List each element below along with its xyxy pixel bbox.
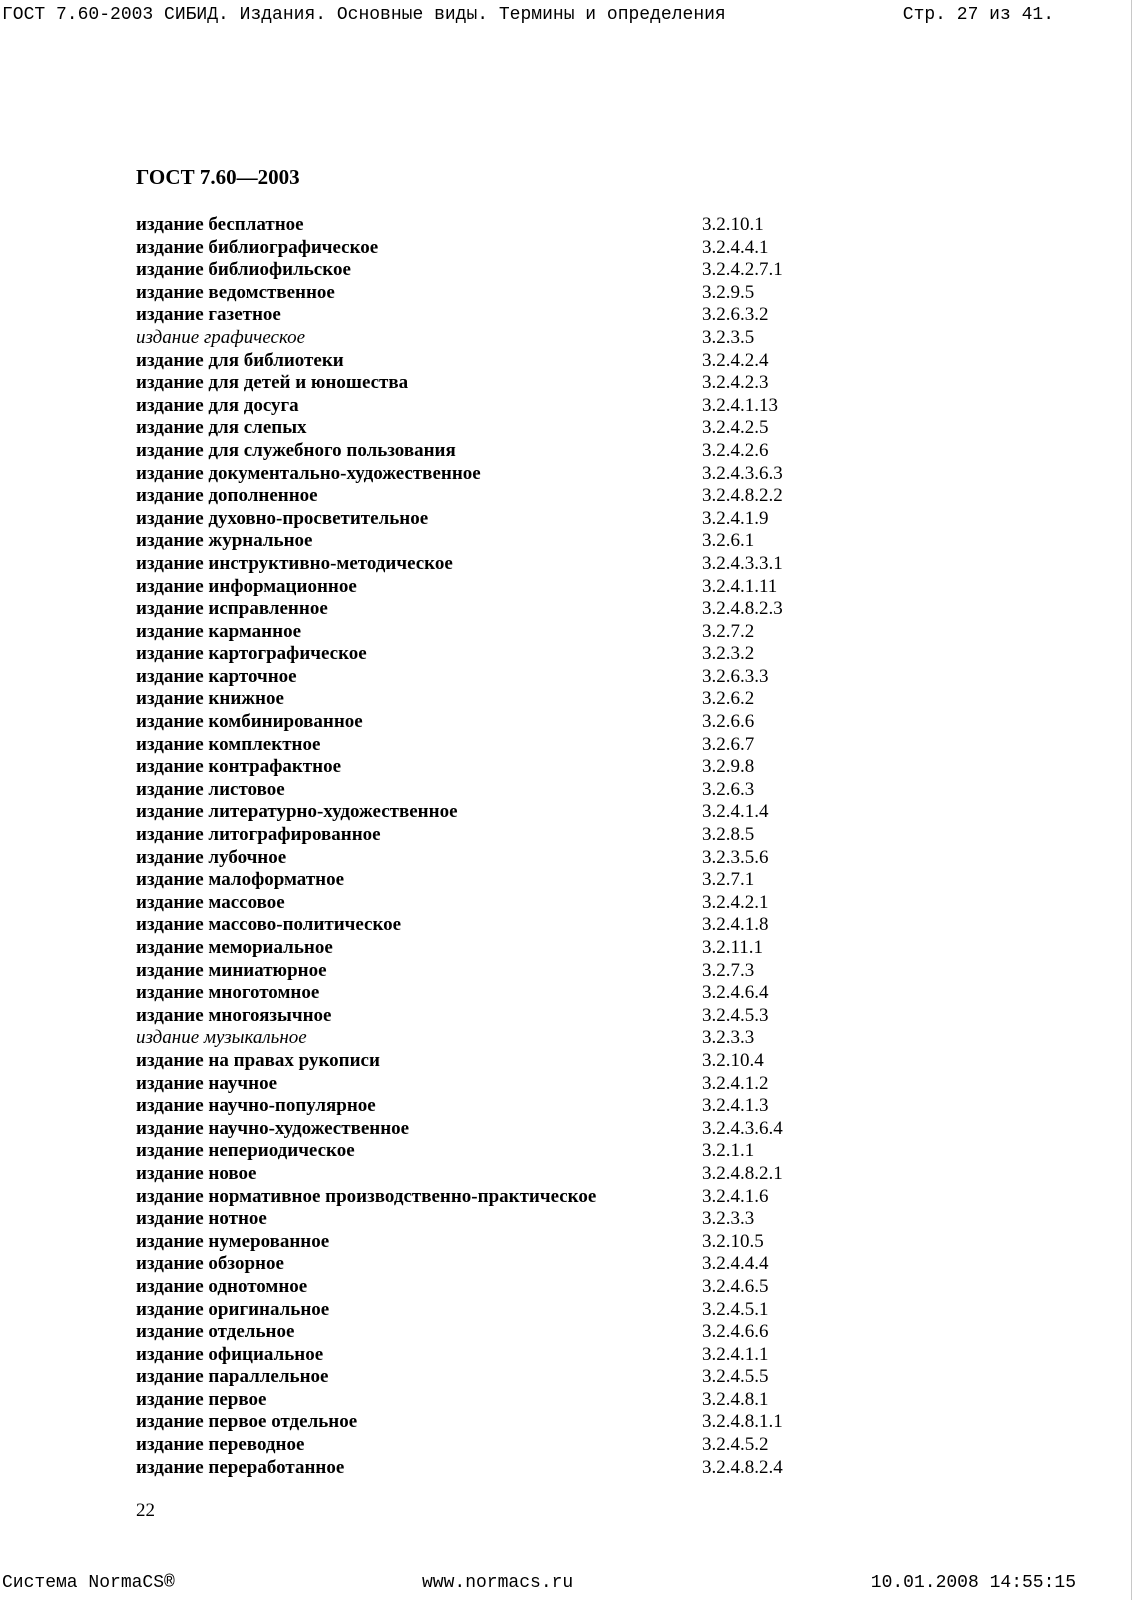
index-term: издание дополненное bbox=[136, 485, 318, 507]
index-term: издание графическое bbox=[136, 326, 306, 348]
index-entry bbox=[136, 1163, 856, 1186]
index-section-ref: 3.2.4.3.6.4 bbox=[702, 1117, 783, 1139]
index-entry bbox=[136, 372, 856, 395]
index-term: издание на правах рукописи bbox=[136, 1049, 380, 1071]
index-section-ref: 3.2.4.3.3.1 bbox=[702, 552, 783, 574]
index-entry bbox=[136, 1231, 856, 1254]
index-section-ref: 3.2.3.5.6 bbox=[702, 846, 769, 868]
index-section-ref: 3.2.6.7 bbox=[702, 733, 755, 755]
index-entry bbox=[136, 960, 856, 983]
index-entry bbox=[136, 1344, 856, 1367]
index-section-ref: 3.2.6.1 bbox=[702, 530, 755, 552]
index-section-ref: 3.2.4.4.1 bbox=[702, 236, 769, 258]
index-term: издание обзорное bbox=[136, 1253, 284, 1275]
index-entry bbox=[136, 1095, 856, 1118]
index-entry bbox=[136, 485, 856, 508]
index-term: издание карточное bbox=[136, 665, 297, 687]
header-page-info: Стр. 27 из 41. bbox=[902, 5, 1054, 25]
header-document-title: ГОСТ 7.60-2003 СИБИД. Издания. Основные виды. Термины и определения bbox=[2, 5, 726, 25]
index-entry bbox=[136, 1186, 856, 1209]
index-entry bbox=[136, 417, 856, 440]
index-section-ref: 3.2.4.1.11 bbox=[702, 575, 778, 597]
index-section-ref: 3.2.4.5.3 bbox=[702, 1004, 769, 1026]
index-term: издание параллельное bbox=[136, 1366, 329, 1388]
index-term: издание контрафактное bbox=[136, 756, 342, 778]
index-entry bbox=[136, 801, 856, 824]
index-section-ref: 3.2.4.2.3 bbox=[702, 372, 769, 394]
index-term: издание ведомственное bbox=[136, 281, 335, 303]
index-section-ref: 3.2.6.3.2 bbox=[702, 304, 769, 326]
index-term: издание непериодическое bbox=[136, 1140, 355, 1162]
index-entry bbox=[136, 237, 856, 260]
index-term: издание литографированное bbox=[136, 824, 381, 846]
index-term: издание однотомное bbox=[136, 1275, 308, 1297]
index-section-ref: 3.2.4.2.7.1 bbox=[702, 259, 783, 281]
index-section-ref: 3.2.4.1.8 bbox=[702, 914, 769, 936]
index-section-ref: 3.2.10.5 bbox=[702, 1230, 764, 1252]
index-term: издание газетное bbox=[136, 304, 281, 326]
index-entry bbox=[136, 1050, 856, 1073]
index-section-ref: 3.2.4.5.5 bbox=[702, 1366, 769, 1388]
index-entry bbox=[136, 282, 856, 305]
index-section-ref: 3.2.4.8.2.2 bbox=[702, 485, 783, 507]
index-entry bbox=[136, 1005, 856, 1028]
index-section-ref: 3.2.4.6.5 bbox=[702, 1275, 769, 1297]
index-term: издание новое bbox=[136, 1162, 257, 1184]
index-term: издание книжное bbox=[136, 688, 284, 710]
index-entry bbox=[136, 688, 856, 711]
index-term: издание информационное bbox=[136, 575, 357, 597]
index-term: издание официальное bbox=[136, 1343, 324, 1365]
index-term: издание для детей и юношества bbox=[136, 372, 409, 394]
index-term: издание библиофильское bbox=[136, 259, 351, 281]
index-section-ref: 3.2.6.6 bbox=[702, 711, 755, 733]
index-section-ref: 3.2.4.1.2 bbox=[702, 1072, 769, 1094]
index-entry bbox=[136, 1366, 856, 1389]
index-entry bbox=[136, 734, 856, 757]
index-entry bbox=[136, 1411, 856, 1434]
index-entry bbox=[136, 304, 856, 327]
index-term: издание мемориальное bbox=[136, 937, 333, 958]
index-section-ref: 3.2.4.1.1 bbox=[702, 1343, 769, 1365]
footer-datetime: 10.01.2008 14:55:15 bbox=[870, 1573, 1076, 1593]
index-section-ref: 3.2.6.2 bbox=[702, 688, 755, 710]
index-section-ref: 3.2.4.8.1 bbox=[702, 1388, 769, 1410]
index-term: издание массовое bbox=[136, 891, 285, 913]
index-section-ref: 3.2.3.3 bbox=[702, 1027, 755, 1049]
footer-system-name: Система NormaCS® bbox=[2, 1573, 175, 1593]
index-entry bbox=[136, 1276, 856, 1299]
index-section-ref: 3.2.4.1.3 bbox=[702, 1095, 769, 1117]
index-term: издание первое отдельное bbox=[136, 1411, 358, 1433]
index-term: издание комплектное bbox=[136, 733, 321, 755]
index-section-ref: 3.2.4.6.4 bbox=[702, 982, 769, 1004]
index-term: издание научное bbox=[136, 1072, 278, 1094]
index-section-ref: 3.2.1.1 bbox=[702, 1140, 755, 1162]
index-section-ref: 3.2.4.2.4 bbox=[702, 349, 769, 371]
index-section-ref: 3.2.3.3 bbox=[702, 1208, 755, 1230]
index-section-ref: 3.2.4.2.5 bbox=[702, 417, 769, 439]
index-term: издание многотомное bbox=[136, 982, 320, 1004]
index-entry bbox=[136, 847, 856, 870]
index-term: издание для досуга bbox=[136, 394, 299, 416]
index-entry bbox=[136, 440, 856, 463]
index-entry bbox=[136, 530, 856, 553]
index-entry bbox=[136, 1140, 856, 1163]
index-term: издание для слепых bbox=[136, 417, 307, 439]
index-entry bbox=[136, 937, 856, 960]
index-entry bbox=[136, 214, 856, 237]
index-term: издание картографическое bbox=[136, 643, 367, 665]
index-section-ref: 3.2.6.3 bbox=[702, 778, 755, 800]
index-entry bbox=[136, 869, 856, 892]
index-section-ref: 3.2.4.2.1 bbox=[702, 891, 769, 913]
index-section-ref: 3.2.4.8.2.4 bbox=[702, 1456, 783, 1478]
index-section-ref: 3.2.7.2 bbox=[702, 620, 755, 642]
term-index-list bbox=[136, 214, 856, 1479]
index-term: издание массово-политическое bbox=[136, 914, 402, 936]
footer-url-link[interactable]: www.normacs.ru bbox=[422, 1573, 574, 1593]
index-section-ref: 3.2.4.5.1 bbox=[702, 1298, 769, 1320]
index-section-ref: 3.2.6.3.3 bbox=[702, 665, 769, 687]
index-term: издание документально-художественное bbox=[136, 462, 481, 484]
index-entry bbox=[136, 1253, 856, 1276]
index-section-ref: 3.2.4.2.6 bbox=[702, 439, 769, 461]
index-section-ref: 3.2.3.2 bbox=[702, 643, 755, 665]
index-term: издание миниатюрное bbox=[136, 959, 327, 981]
index-entry bbox=[136, 621, 856, 644]
index-entry bbox=[136, 576, 856, 599]
index-term: издание переводное bbox=[136, 1434, 305, 1456]
index-section-ref: 3.2.4.1.4 bbox=[702, 801, 769, 823]
index-entry bbox=[136, 350, 856, 373]
index-entry bbox=[136, 643, 856, 666]
index-entry bbox=[136, 1434, 856, 1457]
index-entry bbox=[136, 327, 856, 350]
index-section-ref: 3.2.9.8 bbox=[702, 756, 755, 778]
index-entry bbox=[136, 1073, 856, 1096]
index-section-ref: 3.2.10.4 bbox=[702, 1049, 764, 1071]
index-term: издание библиографическое bbox=[136, 236, 379, 258]
index-section-ref: 3.2.4.8.2.1 bbox=[702, 1162, 783, 1184]
index-section-ref: 3.2.4.6.6 bbox=[702, 1321, 769, 1343]
document-code-heading: ГОСТ 7.60—2003 bbox=[136, 165, 300, 189]
index-entry bbox=[136, 756, 856, 779]
index-entry bbox=[136, 824, 856, 847]
index-section-ref: 3.2.4.1.13 bbox=[702, 394, 778, 416]
index-section-ref: 3.2.4.1.6 bbox=[702, 1185, 769, 1207]
index-term: издание для библиотеки bbox=[136, 349, 344, 371]
index-section-ref: 3.2.4.8.2.3 bbox=[702, 598, 783, 620]
index-term: издание научно-художественное bbox=[136, 1117, 410, 1139]
index-entry bbox=[136, 779, 856, 802]
index-term: издание переработанное bbox=[136, 1456, 345, 1478]
index-entry bbox=[136, 1321, 856, 1344]
index-entry bbox=[136, 1457, 856, 1480]
index-term: издание первое bbox=[136, 1388, 267, 1410]
index-term: издание малоформатное bbox=[136, 869, 345, 891]
index-entry bbox=[136, 1389, 856, 1412]
index-entry bbox=[136, 711, 856, 734]
index-entry bbox=[136, 1208, 856, 1231]
index-section-ref: 3.2.7.3 bbox=[702, 959, 755, 981]
index-section-ref: 3.2.3.5 bbox=[702, 326, 755, 348]
index-term: издание нумерованное bbox=[136, 1230, 330, 1252]
index-entry bbox=[136, 666, 856, 689]
index-section-ref: 3.2.4.4.4 bbox=[702, 1253, 769, 1275]
index-section-ref: 3.2.4.8.1.1 bbox=[702, 1411, 783, 1433]
index-term: издание научно-популярное bbox=[136, 1095, 376, 1117]
index-entry bbox=[136, 259, 856, 282]
index-term: издание лубочное bbox=[136, 846, 287, 868]
index-entry bbox=[136, 892, 856, 915]
page-number: 22 bbox=[136, 1500, 155, 1521]
index-term: издание нормативное производственно-практическое bbox=[136, 1185, 597, 1207]
index-entry bbox=[136, 982, 856, 1005]
index-term: издание инструктивно-методическое bbox=[136, 552, 453, 574]
index-section-ref: 3.2.11.1 bbox=[702, 937, 764, 958]
index-entry bbox=[136, 1118, 856, 1141]
index-entry bbox=[136, 463, 856, 486]
index-section-ref: 3.2.9.5 bbox=[702, 281, 755, 303]
index-section-ref: 3.2.4.1.9 bbox=[702, 507, 769, 529]
index-section-ref: 3.2.10.1 bbox=[702, 214, 764, 235]
index-entry bbox=[136, 508, 856, 531]
index-entry bbox=[136, 1299, 856, 1322]
index-entry bbox=[136, 1027, 856, 1050]
index-term: издание бесплатное bbox=[136, 214, 304, 235]
index-entry bbox=[136, 395, 856, 418]
index-section-ref: 3.2.4.3.6.3 bbox=[702, 462, 783, 484]
index-entry bbox=[136, 553, 856, 576]
index-term: издание нотное bbox=[136, 1208, 267, 1230]
index-term: издание карманное bbox=[136, 620, 302, 642]
index-term: издание литературно-художественное bbox=[136, 801, 458, 823]
index-term: издание духовно-просветительное bbox=[136, 507, 429, 529]
index-section-ref: 3.2.4.5.2 bbox=[702, 1434, 769, 1456]
index-entry bbox=[136, 914, 856, 937]
index-section-ref: 3.2.8.5 bbox=[702, 824, 755, 846]
index-term: издание оригинальное bbox=[136, 1298, 330, 1320]
index-entry bbox=[136, 598, 856, 621]
index-term: издание отдельное bbox=[136, 1321, 295, 1343]
index-term: издание для служебного пользования bbox=[136, 439, 456, 461]
index-term: издание листовое bbox=[136, 778, 285, 800]
index-term: издание журнальное bbox=[136, 530, 313, 552]
index-term: издание исправленное bbox=[136, 598, 328, 620]
index-term: издание комбинированное bbox=[136, 711, 363, 733]
index-term: издание музыкальное bbox=[136, 1027, 307, 1049]
index-term: издание многоязычное bbox=[136, 1004, 332, 1026]
index-section-ref: 3.2.7.1 bbox=[702, 869, 755, 891]
